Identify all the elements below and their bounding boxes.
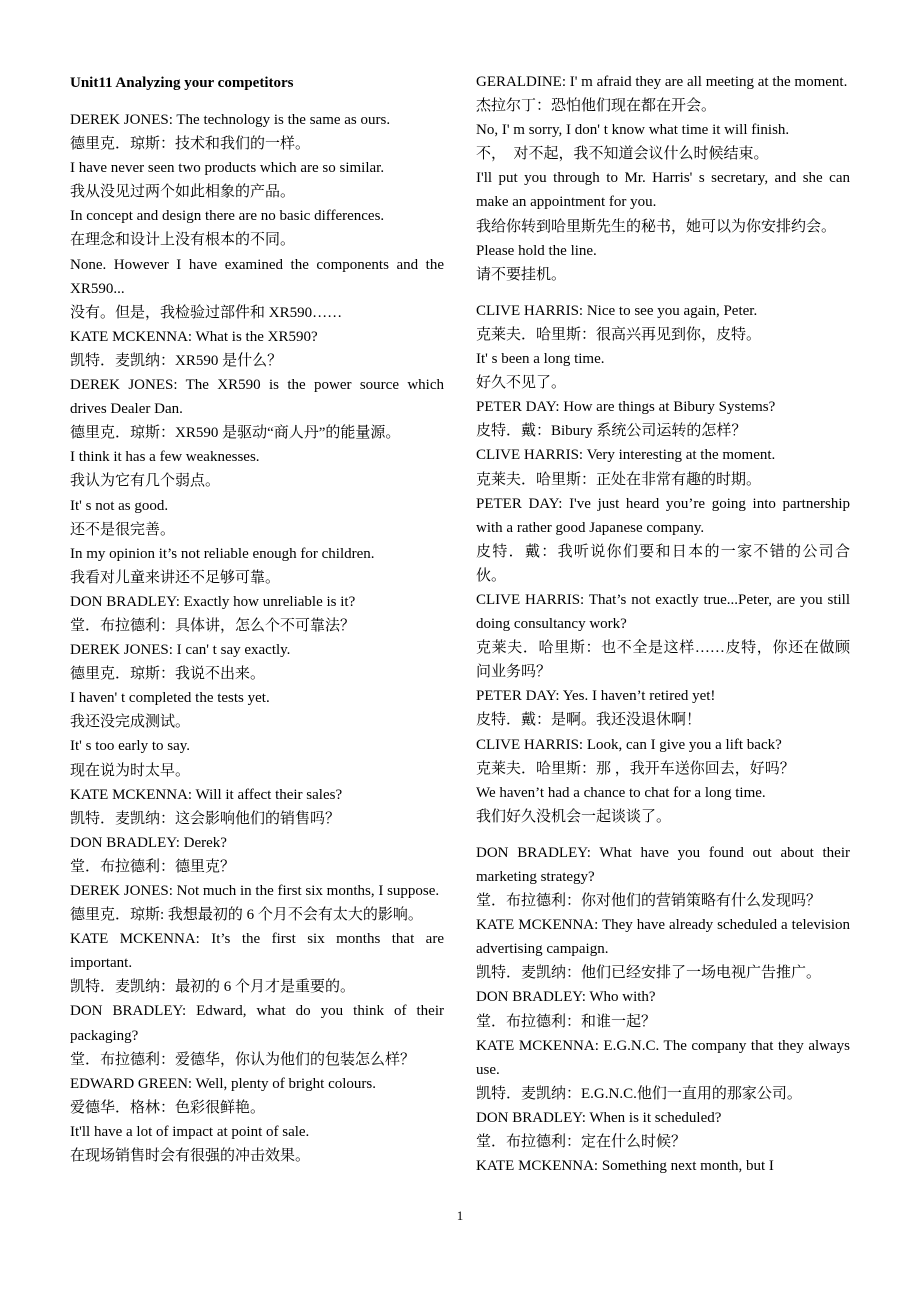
dialogue-line: 没有。但是，我检验过部件和 XR590…… [70, 304, 343, 321]
dialogue-line: EDWARD GREEN: Well, plenty of bright colours. [70, 1075, 376, 1092]
dialogue-line: None. However I have examined the components and the XR590... [70, 256, 444, 297]
dialogue-line: DON BRADLEY: What have you found out about their marketing strategy? [476, 844, 850, 885]
dialogue-line: DON BRADLEY: Exactly how unreliable is it? [70, 593, 356, 610]
dialogue-line: We haven’t had a chance to chat for a long time. [476, 784, 766, 801]
dialogue-line: In my opinion it’s not reliable enough for children. [70, 545, 375, 562]
dialogue-block-marketing [476, 841, 850, 1178]
dialogue-line: Please hold the line. [476, 242, 597, 259]
dialogue-block-geraldine [476, 70, 850, 287]
dialogue-line: 我看对儿童来讲还不足够可靠。 [70, 569, 281, 586]
right-column [476, 70, 850, 1178]
unit-title: Unit11 Analyzing your competitors [70, 75, 294, 91]
dialogue-line: DEREK JONES: The XR590 is the power source which drives Dealer Dan. [70, 377, 444, 418]
dialogue-line: 凯特．麦凯纳：XR590 是什么？ [70, 352, 283, 369]
dialogue-line: CLIVE HARRIS: That’s not exactly true...Peter, are you still doing consultancy work? [476, 591, 850, 633]
dialogue-line: KATE MCKENNA: Will it affect their sales? [70, 786, 343, 803]
dialogue-block-clive-peter [476, 299, 850, 829]
dialogue-line: 克莱夫．哈里斯：那 ，我开车送你回去，好吗？ [476, 760, 795, 777]
dialogue-line: 皮特．戴：Bibury 系统公司运转的怎样？ [476, 423, 747, 440]
dialogue-line: 凯特．麦凯纳：最初的 6 个月才是重要的。 [70, 979, 356, 996]
dialogue-line: 我从没见过两个如此相象的产品。 [70, 184, 296, 201]
dialogue-line: 不， 对不起，我不知道会议什么时候结束。 [476, 146, 769, 163]
dialogue-line: 堂．布拉德利：和谁一起？ [476, 1013, 657, 1030]
dialogue-line: 我认为它有几个弱点。 [70, 473, 221, 490]
dialogue-line: 我还没完成测试。 [70, 714, 191, 731]
dialogue-line: DEREK JONES: The technology is the same as ours. [70, 112, 391, 128]
dialogue-line: No, I' m sorry, I don' t know what time it will finish. [476, 122, 790, 139]
dialogue-line: KATE MCKENNA: What is the XR590? [70, 328, 318, 345]
dialogue-line: DON BRADLEY: Who with? [476, 989, 656, 1006]
dialogue-line: GERALDINE: I' m afraid they are all meeting at the moment. [476, 74, 848, 90]
dialogue-line: CLIVE HARRIS: Look, can I give you a lift back? [476, 736, 782, 753]
dialogue-line: 德里克．琼斯：技术和我们的一样。 [70, 136, 311, 153]
dialogue-line: DEREK JONES: I can' t say exactly. [70, 642, 291, 659]
dialogue-line: In concept and design there are no basic differences. [70, 208, 385, 225]
dialogue-line: 克莱夫．哈里斯：很高兴再见到你，皮特。 [476, 326, 762, 343]
dialogue-line: I have never seen two products which are so similar. [70, 160, 385, 177]
dialogue-line: It' s been a long time. [476, 351, 605, 368]
dialogue-line: 请不要挂机。 [476, 266, 567, 283]
dialogue-line: 凯特．麦凯纳：他们已经安排了一场电视广告推广。 [476, 965, 822, 982]
dialogue-line: KATE MCKENNA: Something next month, but I [476, 1158, 774, 1175]
dialogue-line: PETER DAY: Yes. I haven’t retired yet! [476, 688, 716, 705]
dialogue-line: 凯特．麦凯纳：这会影响他们的销售吗？ [70, 810, 341, 827]
dialogue-line: DON BRADLEY: When is it scheduled? [476, 1109, 722, 1126]
dialogue-line: 德里克．琼斯: 我想最初的 6 个月不会有太大的影响。 [70, 907, 423, 924]
dialogue-line: 好久不见了。 [476, 375, 567, 392]
dialogue-line: 爱德华．格林：色彩很鲜艳。 [70, 1099, 266, 1116]
left-dialogue [70, 108, 444, 1168]
dialogue-line: 在理念和设计上没有根本的不同。 [70, 232, 296, 249]
dialogue-line: CLIVE HARRIS: Very interesting at the moment. [476, 447, 776, 464]
dialogue-line: 皮特．戴：是啊。我还没退休啊！ [476, 712, 702, 729]
dialogue-line: KATE MCKENNA: It’s the first six months that are important. [70, 931, 444, 972]
dialogue-line: 克莱夫．哈里斯：也不全是这样……皮特，你还在做顾问业务吗？ [476, 640, 850, 681]
dialogue-line: It'll have a lot of impact at point of sale. [70, 1123, 310, 1140]
dialogue-line: 堂．布拉德利：具体讲，怎么个不可靠法？ [70, 617, 356, 634]
dialogue-line: 我们好久没机会一起谈谈了。 [476, 808, 672, 825]
dialogue-line: 凯特．麦凯纳：E.G.N.C.他们一直用的那家公司。 [476, 1085, 802, 1102]
dialogue-line: PETER DAY: How are things at Bibury Systems? [476, 399, 776, 416]
dialogue-line: I think it has a few weaknesses. [70, 449, 260, 466]
left-column [70, 70, 444, 1168]
dialogue-line: 皮特．戴：我听说你们要和日本的一家不错的公司合伙。 [476, 543, 850, 584]
dialogue-line: PETER DAY: I've just heard you’re going into partnership with a rather good Japanese company. [476, 495, 850, 536]
dialogue-line: DON BRADLEY: Edward, what do you think of their packaging? [70, 1003, 444, 1044]
dialogue-line: 堂．布拉德利：你对他们的营销策略有什么发现吗？ [476, 893, 822, 910]
dialogue-line: 克莱夫．哈里斯：正处在非常有趣的时期。 [476, 471, 762, 488]
dialogue-line: 堂．布拉德利：定在什么时候？ [476, 1134, 687, 1151]
dialogue-line: CLIVE HARRIS: Nice to see you again, Peter. [476, 302, 758, 319]
dialogue-line: It' s not as good. [70, 497, 169, 514]
dialogue-line: I haven' t completed the tests yet. [70, 690, 270, 707]
dialogue-line: 在现场销售时会有很强的冲击效果。 [70, 1148, 311, 1165]
page-number: 1 [456, 1208, 464, 1223]
dialogue-line: 德里克．琼斯：XR590 是驱动“商人丹”的能量源。 [70, 425, 401, 442]
dialogue-line: 我给你转到哈里斯先生的秘书，她可以为你安排约会。 [476, 218, 837, 235]
dialogue-line: 堂．布拉德利：爱德华，你认为他们的包装怎么样？ [70, 1051, 416, 1068]
dialogue-line: DON BRADLEY: Derek? [70, 834, 227, 851]
dialogue-line: 杰拉尔丁：恐怕他们现在都在开会。 [476, 98, 717, 115]
dialogue-line: KATE MCKENNA: They have already scheduled a television advertising campaign. [476, 917, 850, 958]
dialogue-line: KATE MCKENNA: E.G.N.C. The company that they always use. [476, 1037, 850, 1078]
dialogue-line: DEREK JONES: Not much in the first six months, I suppose. [70, 883, 440, 899]
dialogue-line: 现在说为时太早。 [70, 762, 191, 779]
dialogue-line: 还不是很完善。 [70, 521, 176, 538]
dialogue-line: I'll put you through to Mr. Harris' s secretary, and she can make an appointment for you. [476, 170, 850, 211]
dialogue-line: It' s too early to say. [70, 738, 191, 755]
dialogue-line: 堂．布拉德利：德里克？ [70, 858, 236, 875]
dialogue-line: 德里克．琼斯：我说不出来。 [70, 666, 266, 683]
